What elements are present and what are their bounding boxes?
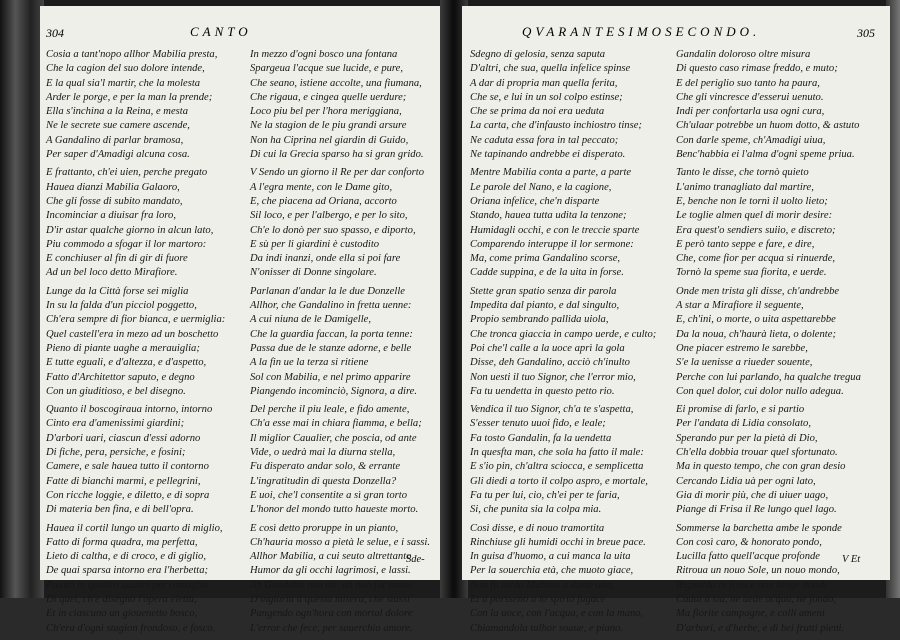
verse-line: Di cui la Grecia sparso ha si gran grido.	[250, 149, 424, 161]
verse-line: Con la uoce, con l'acqua, e con la mano,	[470, 608, 644, 620]
verse-line: Da indi inanzi, onde ella si poi fare	[250, 253, 401, 265]
verse-line: Che rigaua, e cingea quelle uerdure;	[250, 91, 407, 103]
verse-line: Lucilla fatto quell'acque profonde	[676, 551, 820, 563]
verse-line: Di quel, ch'e disegnò l'opera eletta,	[46, 593, 197, 605]
verse-line: Ad un bel loco detto Mirafiore.	[46, 267, 178, 279]
verse-line: Ah Gandalin non dir, ah non far tanto	[250, 579, 411, 591]
verse-line: E, benche non le tornì il uolto lieto;	[676, 195, 828, 207]
verse-line: Ma in questo tempo, che con gran desio	[676, 461, 846, 473]
verse-line: Non ha Ciprina nel giardin di Guido,	[250, 134, 409, 146]
verse-line: Benc'habbia ei l'alma d'ogni speme priua.	[676, 149, 855, 161]
verse-line: Di questo caso rimase freddo, e muto;	[676, 63, 838, 75]
verse-line: Pieno di piante uaghe a merauiglia;	[46, 342, 200, 354]
verse-line: A la fin ue la terza si ritiene	[250, 357, 369, 369]
verse-line: Sommerse la barchetta ambe le sponde	[676, 522, 842, 534]
verse-line: Sil loco, e per l'albergo, e per lo sito,	[250, 210, 408, 222]
verse-line: E conchiuser al fin di gir di fuore	[46, 253, 188, 265]
verse-line: Non uesti il tuo Signor, che l'error mio,	[470, 371, 636, 383]
verse-line: Fa tu uendetta in questo petto rio.	[470, 385, 615, 397]
verse-line: Cinto era d'amenissimi giardini;	[46, 418, 185, 430]
stanza	[250, 166, 442, 280]
verse-line: In guisa d'huomo, a cui manca la uita	[470, 551, 631, 563]
stanza	[250, 285, 442, 399]
stanza	[46, 285, 236, 399]
verse-line: Onde men trista gli disse, ch'andrebbe	[676, 285, 840, 297]
verse-line: Tornò la speme sua fiorita, e uerde.	[676, 267, 827, 279]
verse-line: A dar di propria man quella ferita,	[470, 77, 618, 89]
verse-line: Le toglie almen quel di morir desire:	[676, 210, 833, 222]
verse-line: Allhor Mabilia, a cui seuto altrettanto	[250, 551, 412, 563]
verse-line: Mentre Mabilia conta a parte, a parte	[470, 167, 632, 179]
verse-line: Stando, hauea tutta udita la tenzone;	[470, 210, 627, 222]
verse-line: Con ricche loggie, e diletto, e di sopra	[46, 489, 210, 501]
verse-line: Per l'andata di Lidia consolato,	[676, 418, 811, 430]
verse-line: Con darle speme, ch'Amadigi uiua,	[676, 134, 826, 146]
verse-line: Ma florite campagne, e colli ameni	[676, 608, 825, 620]
verse-line: Arder le porge, e per la man la prende;	[46, 91, 213, 103]
right-running-head: QVARANTESIMOSECONDO.	[522, 24, 761, 39]
verse-line: Fatto di forma quadra, ma perfetta,	[46, 536, 198, 548]
stanza	[676, 166, 880, 280]
verse-line: A star a Mirafiore il seguente,	[676, 300, 804, 312]
verse-line: Era quest'o sendiers suiio, e discreto;	[676, 224, 836, 236]
verse-line: N'onisser di Donne singolare.	[250, 267, 377, 279]
verse-line: Spargeua l'acque sue lucide, e pure,	[250, 63, 403, 75]
verse-line: Humor da gli occhi lagrimosi, e lassi.	[250, 565, 411, 577]
verse-line: L'animo tranagliato dal martire,	[676, 181, 814, 193]
verse-line: Passa due de le stanze adorne, e belle	[250, 342, 412, 354]
stanza	[676, 48, 880, 162]
verse-line: Ne la stagion de le piu grandi arsure	[250, 120, 407, 132]
right-column-1	[470, 48, 668, 640]
verse-line: Propio sembrando pallida uiola,	[470, 314, 609, 326]
verse-line: Gia di morir più, che di uiuer uago,	[676, 489, 829, 501]
verse-line: Lieto di caltha, e di croco, e di giglio,	[46, 551, 206, 563]
verse-line: E, ch'ini, o morte, o uita aspettarebbe	[676, 314, 836, 326]
verse-line: V Sendo un giorno il Re per dar conforto	[250, 167, 425, 179]
verse-line: Ritroua un nouo Sole, un nouo mondo,	[676, 565, 840, 577]
verse-line: Con quel dolor, cui dolor nullo adegua.	[676, 385, 844, 397]
verse-line: Quanto il boscogiraua intorno, intorno	[46, 404, 213, 416]
verse-line: Che se prima da noi era ueduta	[470, 106, 605, 118]
verse-line: Ne tapinando andrebbe ei disperato.	[470, 149, 626, 161]
verse-line: Non fu tarda Mabilia a darle aita,	[470, 579, 615, 591]
verse-line: D'arbori uari, ciascun d'essi adorno	[46, 432, 201, 444]
verse-line: Pangendo ogn'hora con mortal dolore	[250, 608, 413, 620]
verse-line: E del periglio suo tanto ha paura,	[676, 77, 820, 89]
verse-line: Ei promise di farlo, e si partio	[676, 404, 805, 416]
left-catchword: Sde-	[406, 554, 425, 565]
verse-line: Impedita dal pianto, e dal singulto,	[470, 300, 620, 312]
verse-line: Perche con lui parlando, ha qualche tregua	[676, 371, 861, 383]
stanza	[470, 166, 668, 280]
verse-line: Il miglior Caualier, che poscia, od ante	[250, 432, 417, 444]
left-page	[40, 6, 445, 634]
verse-line: Oriana infelice, che'n disparte	[470, 195, 600, 207]
verse-line: Piange di Frisa il Re lungo quel lago.	[676, 504, 837, 516]
verse-line: Disse, deh Gandalino, acciò ch'inulto	[470, 357, 630, 369]
stanza	[470, 48, 668, 162]
book-edge-left	[0, 0, 44, 598]
verse-line: De quai sparsa intorno era l'herbetta;	[46, 565, 209, 577]
stanza	[46, 166, 236, 280]
left-column-1	[46, 48, 236, 640]
verse-line: Gli diedi a torto il colpo aspro, e mortale,	[470, 475, 648, 487]
stanza	[46, 48, 236, 162]
verse-line: Con un giuditioso, e bel disegno.	[46, 385, 186, 397]
verse-line: E frattanto, ch'ei uien, perche pregato	[46, 167, 208, 179]
verse-line: Fu disperato andar solo, & errante	[250, 461, 401, 473]
verse-line: Che gli vincresce d'esserui uenuto.	[676, 91, 824, 103]
verse-line: Ma, come prima Gandalino scorse,	[470, 253, 621, 265]
verse-line: Che seano, istiene accolte, una fiumana,	[250, 77, 422, 89]
verse-line: Rinchiuse gli humidi occhi in breue pace.	[470, 536, 646, 548]
verse-line: Da la noua, ch'haurà lieta, o dolente;	[676, 328, 836, 340]
stanza	[676, 522, 880, 636]
stanza	[250, 403, 442, 517]
verse-line: S'esser tenuto uuoi fido, e leale;	[470, 418, 606, 430]
verse-line: Humidagli occhi, e con le treccie sparte	[470, 224, 640, 236]
verse-line: Allhor, che Gandalino in fretta uenne:	[250, 300, 412, 312]
verse-line: Vide, o uedrà mai la diurna stella,	[250, 447, 396, 459]
stanza	[676, 285, 880, 399]
verse-line: In su la falda d'un picciol poggetto,	[46, 300, 197, 312]
left-page-number: 304	[46, 26, 64, 40]
verse-line: D'ingiuria a questa misera, che stassi	[250, 593, 410, 605]
verse-line: Hauea dianzi Mabilia Galaoro,	[46, 181, 180, 193]
stanza	[46, 403, 236, 517]
verse-line: Per la souerchia età, che muoto giace,	[470, 565, 634, 577]
verse-line: Di fiche, pera, persiche, e fosini;	[46, 447, 186, 459]
verse-line: Tanto le disse, che tornò quieto	[676, 167, 809, 179]
right-page-number: 305	[857, 26, 875, 40]
verse-line: Cadde suppina, e de la uita in forse.	[470, 267, 624, 279]
verse-line: Pauito in quattro quadri per consiglio	[46, 579, 208, 591]
verse-line: Vendica il tuo Signor, ch'a te s'aspetta,	[470, 404, 634, 416]
verse-line: Che se, e lui in un sol colpo estinse;	[470, 91, 623, 103]
verse-line: Lunge da la Città forse sei miglia	[46, 285, 189, 297]
right-catchword: V Et	[842, 554, 861, 565]
verse-line: S'e la uenisse a riueder souente,	[676, 357, 813, 369]
verse-line: L'error che fece, per souerchio amore.	[250, 622, 413, 634]
verse-line: Che tronca giaccia in campo uerde, e culto;	[470, 328, 657, 340]
verse-line: Chiamandola talhor soaue, e piano.	[470, 622, 624, 634]
verse-line: In mezzo d'ogni bosco una fontana	[250, 49, 398, 60]
verse-line: Che gli fosse di subito mandato,	[46, 195, 183, 207]
verse-line: L'ingratitudin di questa Donzella?	[250, 475, 397, 487]
verse-line: Incominciar a diuisar fra loro,	[46, 210, 176, 222]
verse-line: Hauea il cortil lungo un quarto di miglio,	[46, 522, 223, 534]
verse-line: Ne le secrete sue camere ascende,	[46, 120, 190, 132]
verse-line: Fatto d'Architettor saputo, e degno	[46, 371, 195, 383]
verse-line: Indi per confortarla usa ogni cura,	[676, 106, 825, 118]
verse-line: Gandalin doloroso oltre misura	[676, 49, 811, 60]
verse-line: E s'io pin, ch'altra sciocca, e semplicetta	[470, 461, 644, 473]
verse-line: In quesfta man, che sola ha fatto il male:	[470, 447, 644, 459]
verse-line: E tutte eguali, e d'altezza, e d'aspetto,	[46, 357, 207, 369]
verse-line: A l'egra mente, con le Dame gito,	[250, 181, 393, 193]
verse-line: Ella s'inchina a la Reina, e mesta	[46, 106, 189, 118]
verse-line: A Gandalino di parlar bramosa,	[46, 134, 184, 146]
verse-line: La carta, che d'infausto inchiostro tinse;	[470, 120, 642, 132]
verse-line: Comparendo interuppe il lor sermone:	[470, 238, 634, 250]
verse-line: Fa tosto Gandalin, fa la uendetta	[470, 432, 612, 444]
verse-line: D'altri, che sua, quella infelice spinse	[470, 63, 631, 75]
stanza	[250, 48, 442, 162]
verse-line: Fatte di bianchi marmi, e pellegrini,	[46, 475, 201, 487]
stanza	[470, 285, 668, 399]
verse-line: Che, come fior per acqua si rinuerde,	[676, 253, 836, 265]
right-page	[462, 6, 890, 634]
verse-line: Ch'a esse mai in chiara fiamma, e bella;	[250, 418, 422, 430]
verse-line: Che la guardia faccan, la porta tenne:	[250, 328, 413, 340]
verse-line: Cosia a tant'nopo allhor Mabilia presta,	[46, 49, 218, 60]
verse-line: Di materia ben fina, e di bell'opra.	[46, 504, 194, 516]
left-column-2	[250, 48, 442, 640]
stanza	[46, 522, 236, 636]
verse-line: Et in ciascuno un giouenetto bosco,	[46, 608, 198, 620]
verse-line: Ch'ulaar potrebbe un huom dotto, & astuto	[676, 120, 860, 132]
verse-line: Cercando Lidia uà per ogni lato,	[676, 475, 816, 487]
stanza	[676, 403, 880, 517]
stanza	[470, 403, 668, 517]
verse-line: Con così caro, & honorato pondo,	[676, 536, 822, 548]
verse-line: Le parole del Nano, e la cagione,	[470, 181, 612, 193]
verse-line: Parlanan d'andar la le due Donzelle	[250, 285, 405, 297]
verse-line: Ch'era d'ogni stagion frondoso, e fosco.	[46, 622, 216, 634]
verse-line: E sù per li giardini è custodito	[250, 238, 380, 250]
verse-line: Sol con Mabilia, e nel primo apparire	[250, 371, 411, 383]
verse-line: E così detto proruppe in un pianto,	[250, 522, 399, 534]
verse-line: Che la cagion del suo dolore intende,	[46, 63, 205, 75]
stanza	[250, 522, 442, 636]
verse-line: E però tanto seppe e fare, e dire,	[676, 238, 815, 250]
verse-line: Del perche il piu leale, e fido amente,	[250, 404, 410, 416]
verse-line: Fa tu per lui, cio, ch'ei per te faria,	[470, 489, 620, 501]
verse-line: Loco piu bel per l'hora meriggiana,	[250, 106, 402, 118]
verse-line: A cui niuna de le Damigelle,	[250, 314, 372, 326]
verse-line: L'honor del mondo tutto haueste morto.	[250, 504, 419, 516]
verse-line: Si, che punita sia la colpa mia.	[470, 504, 602, 516]
verse-line: One piacer estremo le sarebbe,	[676, 342, 808, 354]
stanza	[470, 522, 668, 636]
verse-line: Ch'ella dobbia trouar quel sfortunato.	[676, 447, 838, 459]
verse-line: Ch'era sempre di fior bianca, e uermiglia:	[46, 314, 226, 326]
right-column-2	[676, 48, 880, 640]
verse-line: Piangendo incominciò, Signora, a dire.	[250, 385, 418, 397]
verse-line: Et a porsseno a lo spirto fugace	[470, 593, 606, 605]
verse-line: E, che piacena ad Oriana, accorto	[250, 195, 397, 207]
verse-line: Sperando pur per la pietà di Dio,	[676, 432, 818, 444]
verse-line: Riguarda in fossce non lunge donde	[676, 579, 829, 591]
verse-line: E la qual sia'l martir, che la molesta	[46, 77, 201, 89]
verse-line: Così disse, e di nouo tramortita	[470, 522, 605, 534]
verse-line: D'arbori, e d'herbe, e di bei frutti pieni.	[676, 622, 845, 634]
verse-line: D'ir astar qualche giorno in alcun lato,	[46, 224, 214, 236]
verse-line: Ch'e lo donò per suo spasso, e diporto,	[250, 224, 416, 236]
verse-line: E uoi, che'l consentite a sì gran torto	[250, 489, 408, 501]
verse-line: Ch'hauria mosso a pietà le selue, e i sassi.	[250, 536, 431, 548]
verse-line: Stette gran spatio senza dir parola	[470, 285, 617, 297]
verse-line: Quel castell'era in mezo ad un boschetto	[46, 328, 219, 340]
verse-line: Sdegno di gelosia, senza saputa	[470, 49, 606, 60]
verse-line: Ne caduta essa fora in tal peccato;	[470, 134, 619, 146]
verse-line: Cadut a sia, ne uede acqua, ne fondo,	[676, 593, 837, 605]
verse-line: Poi che'l calle a la uoce aprì la gola	[470, 342, 625, 354]
left-running-head: CANTO	[190, 24, 252, 39]
verse-line: Camere, e sale hauea tutto il contorno	[46, 461, 209, 473]
verse-line: Piu commodo a sfogar il lor martoro:	[46, 238, 207, 250]
verse-line: Per saper d'Amadigi alcuna cosa.	[46, 149, 190, 161]
